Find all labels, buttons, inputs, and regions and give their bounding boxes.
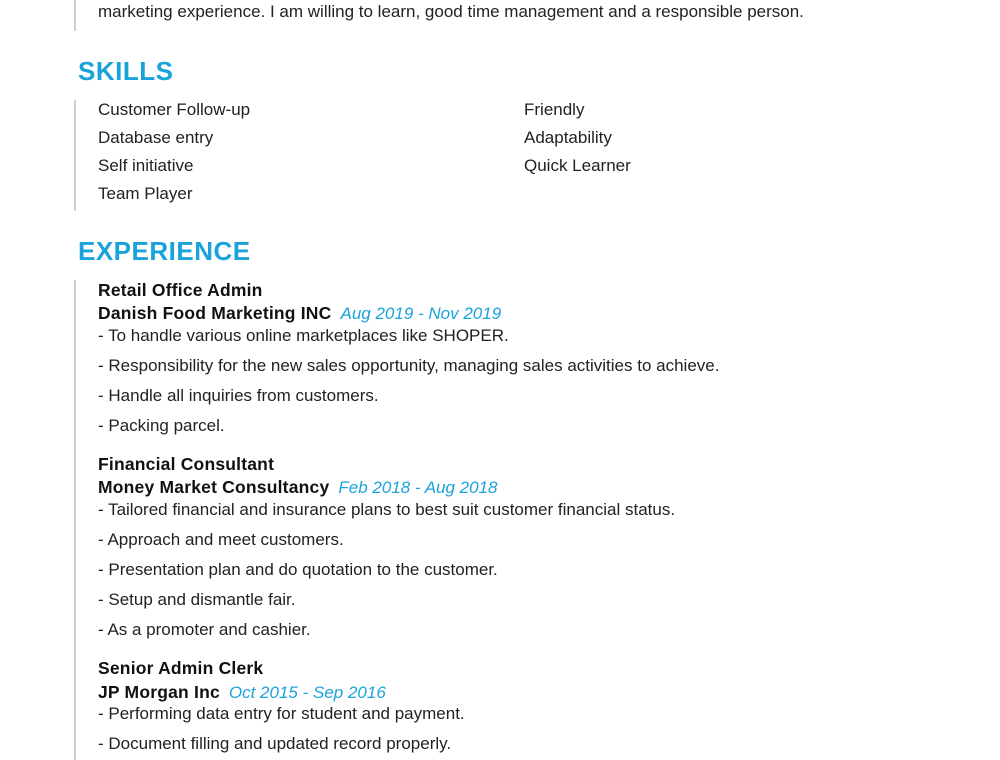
- job-title: Retail Office Admin: [98, 280, 263, 300]
- job-bullet: - Setup and dismantle fair.: [98, 590, 296, 609]
- job-company: JP Morgan Inc: [98, 682, 220, 702]
- skill-item: Adaptability: [524, 128, 612, 147]
- job-bullet: - Document filling and updated record properly.: [98, 734, 452, 753]
- skill-item: Friendly: [524, 100, 585, 119]
- job-bullet: - Packing parcel.: [98, 416, 225, 435]
- skill-item: Quick Learner: [524, 156, 631, 175]
- skill-item: Self initiative: [98, 156, 194, 175]
- skill-item: Database entry: [98, 128, 214, 147]
- job-company: Money Market Consultancy: [98, 477, 330, 497]
- job-bullet: - Responsibility for the new sales opportunity, managing sales activities to achieve.: [98, 356, 720, 375]
- experience-rule: [74, 280, 76, 760]
- job-dates: Oct 2015 - Sep 2016: [228, 683, 386, 702]
- job-bullet: - Tailored financial and insurance plans to best suit customer financial status.: [98, 500, 676, 519]
- summary-rule: [74, 0, 76, 31]
- job-company-line: [98, 303, 501, 324]
- skills-heading: SKILLS: [78, 56, 174, 86]
- job-title: Senior Admin Clerk: [98, 658, 264, 678]
- experience-heading: EXPERIENCE: [78, 236, 251, 266]
- job-bullet: - Performing data entry for student and payment.: [98, 704, 465, 723]
- job-bullet: - Presentation plan and do quotation to the customer.: [98, 560, 498, 579]
- job-company-line: [98, 477, 498, 498]
- job-bullet: - To handle various online marketplaces like SHOPER.: [98, 326, 509, 345]
- job-bullet: - Approach and meet customers.: [98, 530, 344, 549]
- job-company-line: [98, 682, 386, 703]
- skill-item: Customer Follow-up: [98, 100, 251, 119]
- skill-item: Team Player: [98, 184, 193, 203]
- job-bullet: - As a promoter and cashier.: [98, 620, 311, 639]
- job-dates: Feb 2018 - Aug 2018: [338, 478, 498, 497]
- skills-rule: [74, 100, 76, 211]
- job-bullet: - Handle all inquiries from customers.: [98, 386, 379, 405]
- summary-text: marketing experience. I am willing to learn, good time management and a responsible person.: [98, 2, 804, 21]
- job-dates: Aug 2019 - Nov 2019: [340, 304, 502, 323]
- job-title: Financial Consultant: [98, 454, 275, 474]
- job-company: Danish Food Marketing INC: [98, 303, 332, 323]
